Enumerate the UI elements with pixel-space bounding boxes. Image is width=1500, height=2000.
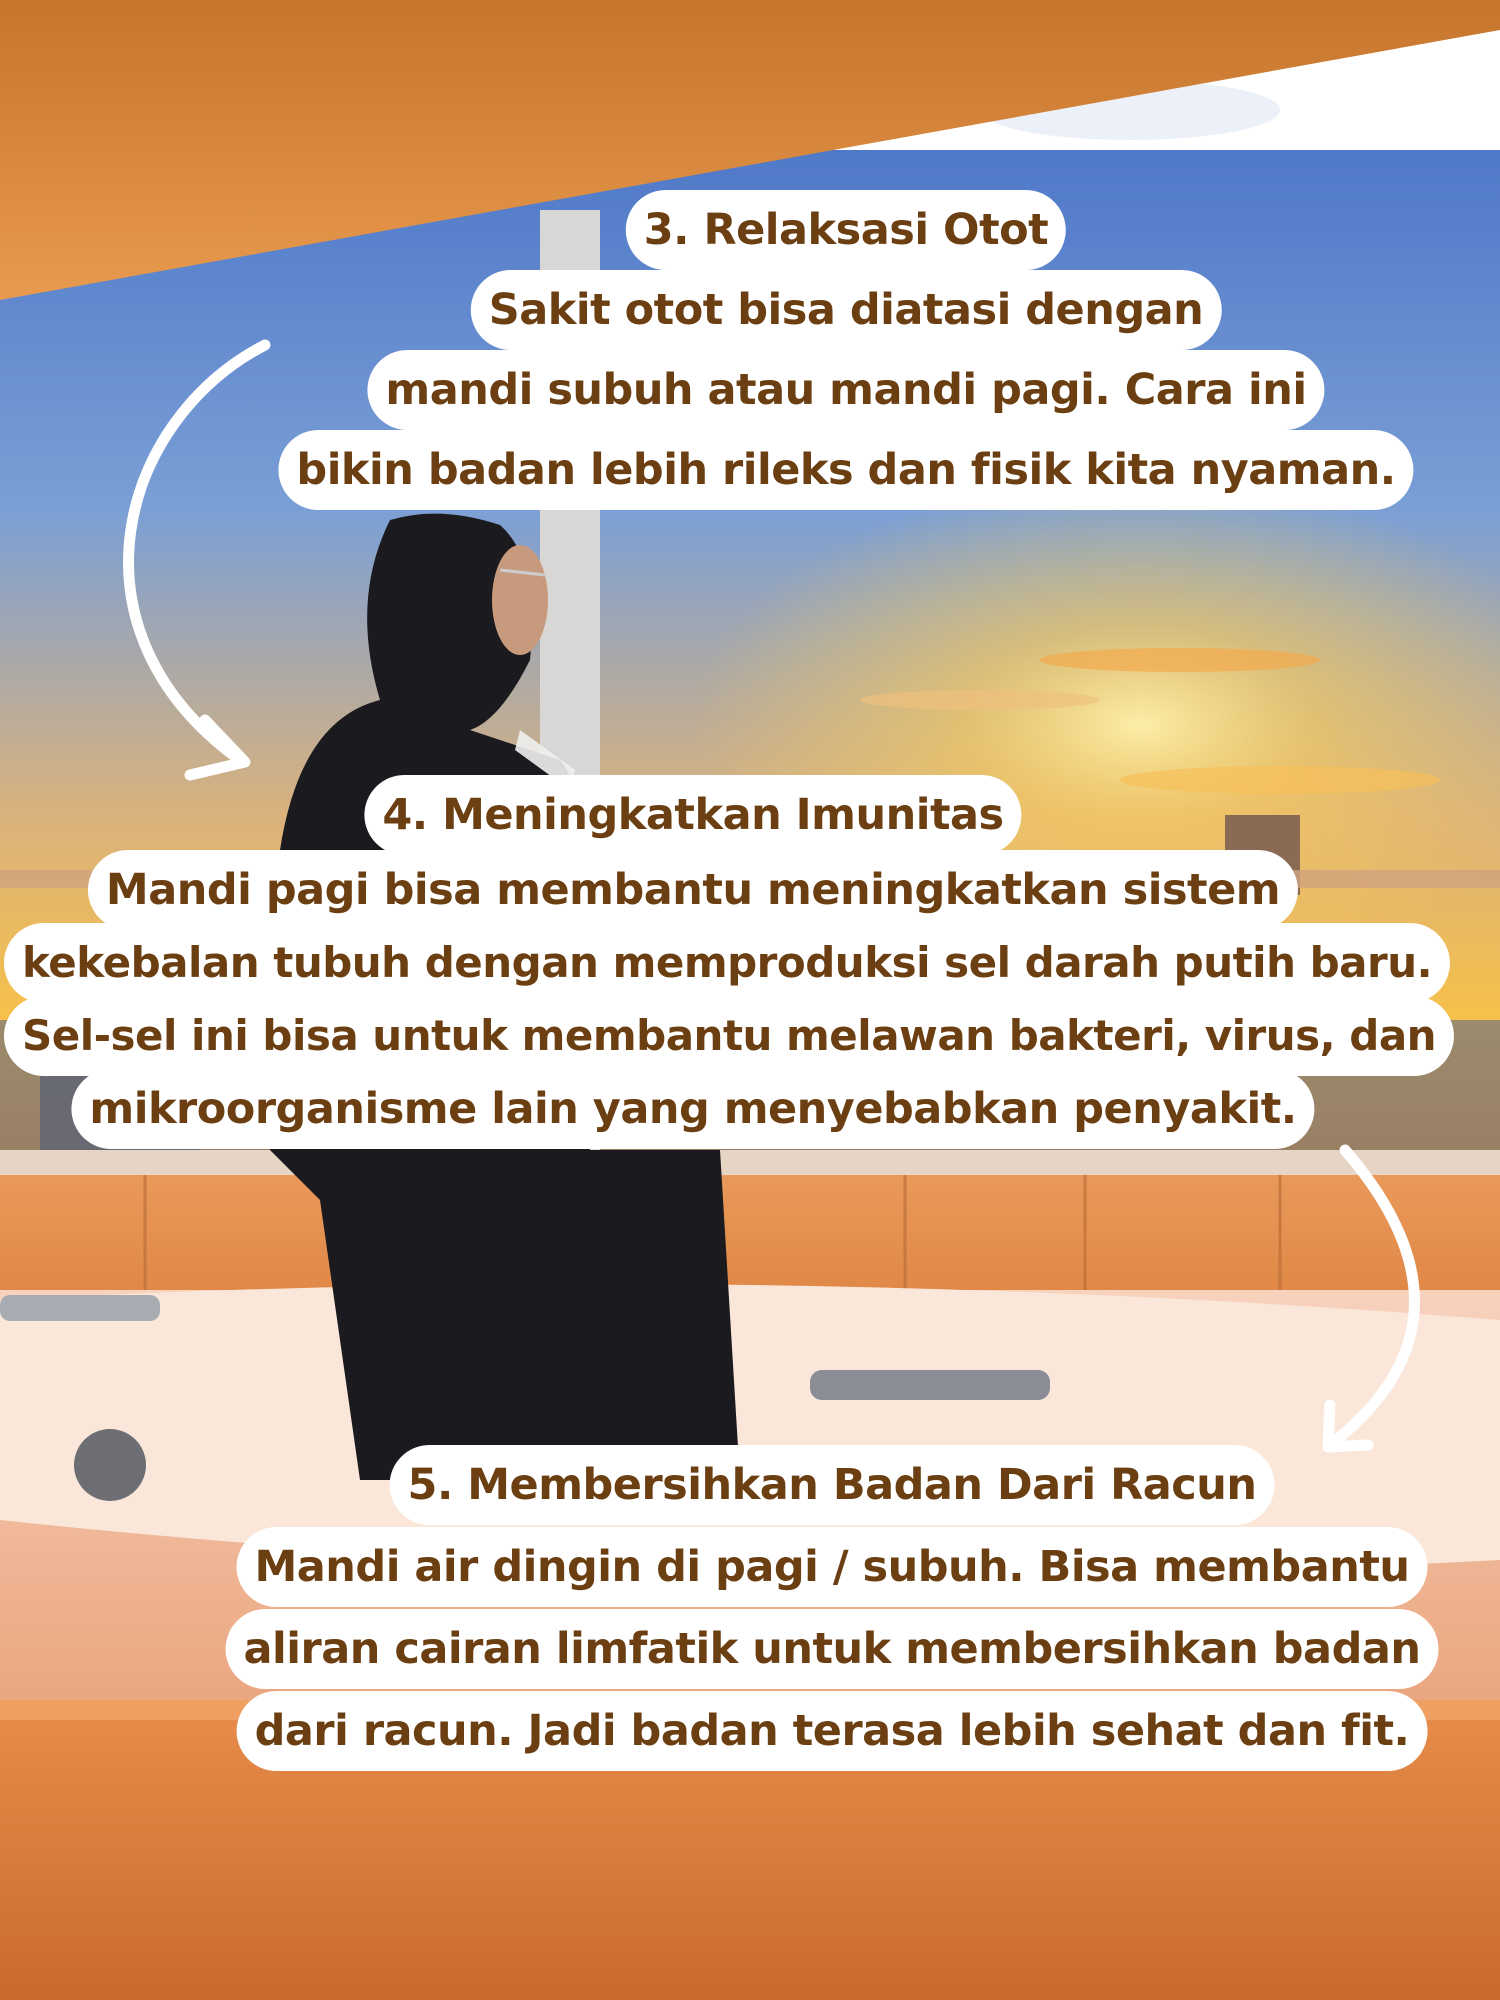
tip-3-line: mandi subuh atau mandi pagi. Cara ini bbox=[367, 350, 1324, 430]
tip-3-line: Sakit otot bisa diatasi dengan bbox=[471, 270, 1222, 350]
tip-5-line: aliran cairan limfatik untuk membersihkan badan bbox=[226, 1609, 1439, 1689]
tip-4-line: mikroorganisme lain yang menyebabkan penyakit. bbox=[71, 1069, 1314, 1149]
tip-5-line: dari racun. Jadi badan terasa lebih sehat dan fit. bbox=[237, 1691, 1428, 1771]
tip-5-line: Mandi air dingin di pagi / subuh. Bisa membantu bbox=[237, 1527, 1428, 1607]
tip-3-title: 3. Relaksasi Otot bbox=[626, 190, 1066, 270]
faucet bbox=[0, 1295, 160, 1321]
tip-4-line: kekebalan tubuh dengan memproduksi sel darah putih baru. bbox=[4, 923, 1450, 1003]
tub-handle bbox=[810, 1370, 1050, 1400]
tip-4-line: Sel-sel ini bisa untuk membantu melawan bakteri, virus, dan bbox=[4, 996, 1454, 1076]
tip-4-title: 4. Meningkatkan Imunitas bbox=[364, 775, 1021, 855]
tip-4-line: Mandi pagi bisa membantu meningkatkan sistem bbox=[88, 850, 1298, 930]
tub-drain-knob bbox=[74, 1429, 146, 1501]
tip-3-line: bikin badan lebih rileks dan fisik kita nyaman. bbox=[278, 430, 1413, 510]
tip-5-title: 5. Membersihkan Badan Dari Racun bbox=[390, 1445, 1275, 1525]
